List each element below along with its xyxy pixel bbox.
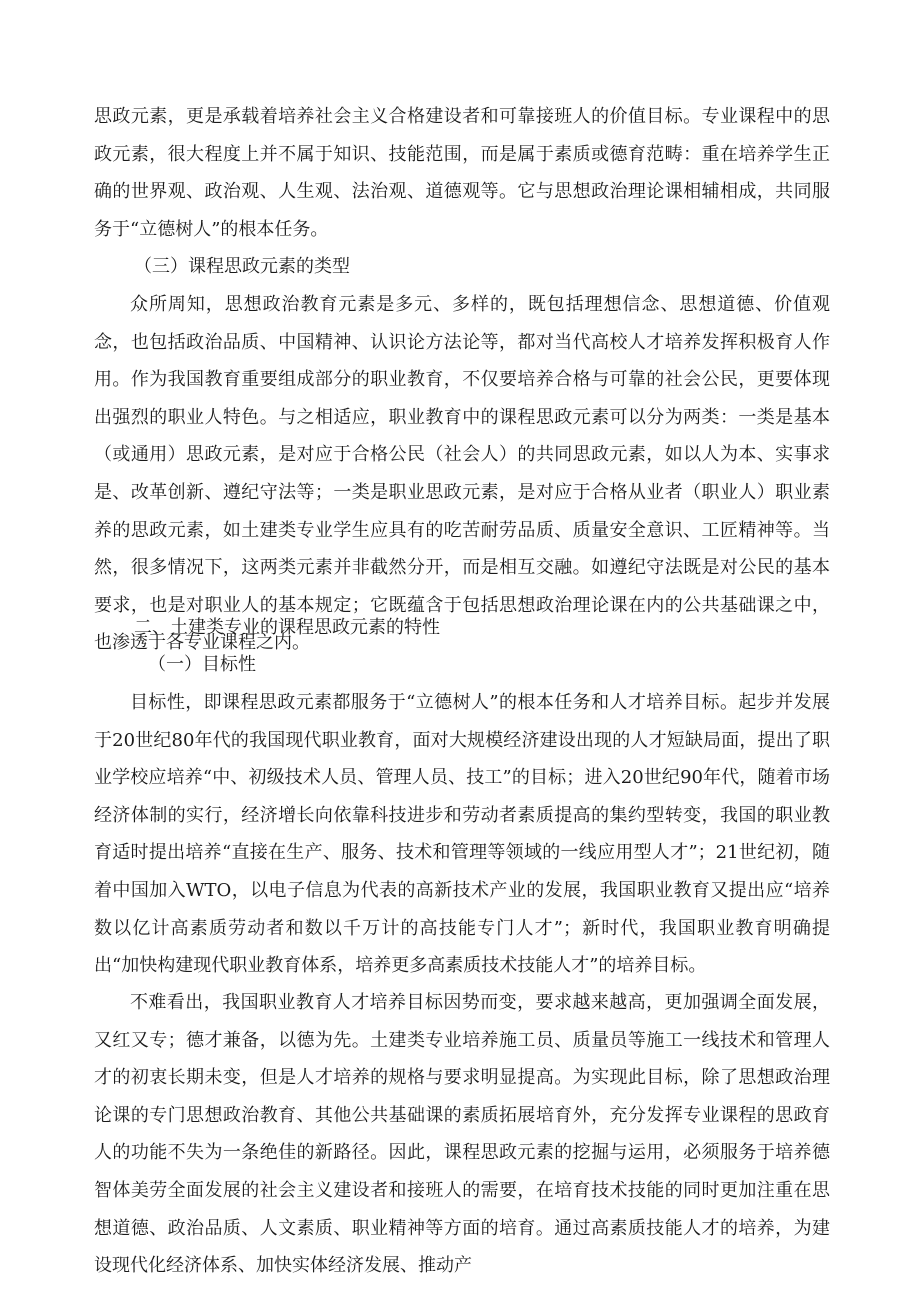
- subheading-types-of-elements: （三）课程思政元素的类型: [134, 256, 350, 277]
- paragraph-types-of-elements: 众所周知，思想政治教育元素是多元、多样的，既包括理想信念、思想道德、价值观念，也包括政治品质、中国精神、认识论方法论等，都对当代高校人才培养发挥积极育人作用。作为我国教育重要组成部分的职业教育，不仅要培养合格与可靠的社会公民，更要体现出强烈的职业人特色。与之相适应，职业教育中的课程思政元素可以分为两类：一类是基本（或通用）思政元素，是对应于合格公民（社会人）的共同思政元素，如以人为本、实事求是、改革创新、遵纪守法等；一类是职业思政元素，是对应于合格从业者（职业人）职业素养的思政元素，如土建类专业学生应具有的吃苦耐劳品质、质量安全意识、工匠精神等。当然，很多情况下，这两类元素并非截然分开，而是相互交融。如遵纪守法既是对公民的基本要求，也是对职业人的基本规定；它既蕴含于包括思想政治理论课在内的公共基础课之中，也渗透于各专业课程之内。: [94, 294, 830, 654]
- section-heading-characteristics: 二、土建类专业的课程思政元素的特性: [134, 617, 440, 638]
- paragraph-training-objectives: 不难看出，我国职业教育人才培养目标因势而变，要求越来越高，更加强调全面发展，又红又专；德才兼备，以德为先。土建类专业培养施工员、质量员等施工一线技术和管理人才的初衷长期未变，但是人才培养的规格与要求明显提高。为实现此目标，除了思想政治理论课的专门思想政治教育、其他公共基础课的素质拓展培育外，充分发挥专业课程的思政育人的功能不失为一条绝佳的新路径。因此，课程思政元素的挖掘与运用，必须服务于培养德智体美劳全面发展的社会主义建设者和接班人的需要，在培育技术技能的同时更加注重在思想道德、政治品质、人文素质、职业精神等方面的培育。通过高素质技能人才的培养，为建设现代化经济体系、加快实体经济发展、推动产: [94, 992, 830, 1277]
- paragraph-goal-orientation: 目标性，即课程思政元素都服务于“立德树人”的根本任务和人才培养目标。起步并发展于20世纪80年代的我国现代职业教育，面对大规模经济建设出现的人才短缺局面，提出了职业学校应培养“中、初级技术人员、管理人员、技工”的目标；进入20世纪90年代，随着市场经济体制的实行，经济增长向依靠科技进步和劳动者素质提高的集约型转变，我国的职业教育适时提出培养“直接在生产、服务、技术和管理等领域的一线应用型人才”；21世纪初，随着中国加入WTO，以电子信息为代表的高新技术产业的发展，我国职业教育又提出应“培养数以亿计高素质劳动者和数以千万计的高技能专门人才”；新时代，我国职业教育明确提出“加快构建现代职业教育体系，培养更多高素质技术技能人才”的培养目标。: [94, 692, 830, 977]
- subheading-goal-orientation: （一）目标性: [148, 654, 256, 675]
- paragraph-purpose-of-elements: 思政元素，更是承载着培养社会主义合格建设者和可靠接班人的价值目标。专业课程中的思政元素，很大程度上并不属于知识、技能范围，而是属于素质或德育范畴：重在培养学生正确的世界观、政治观、人生观、法治观、道德观等。它与思想政治理论课相辅相成，共同服务于“立德树人”的根本任务。: [94, 106, 830, 240]
